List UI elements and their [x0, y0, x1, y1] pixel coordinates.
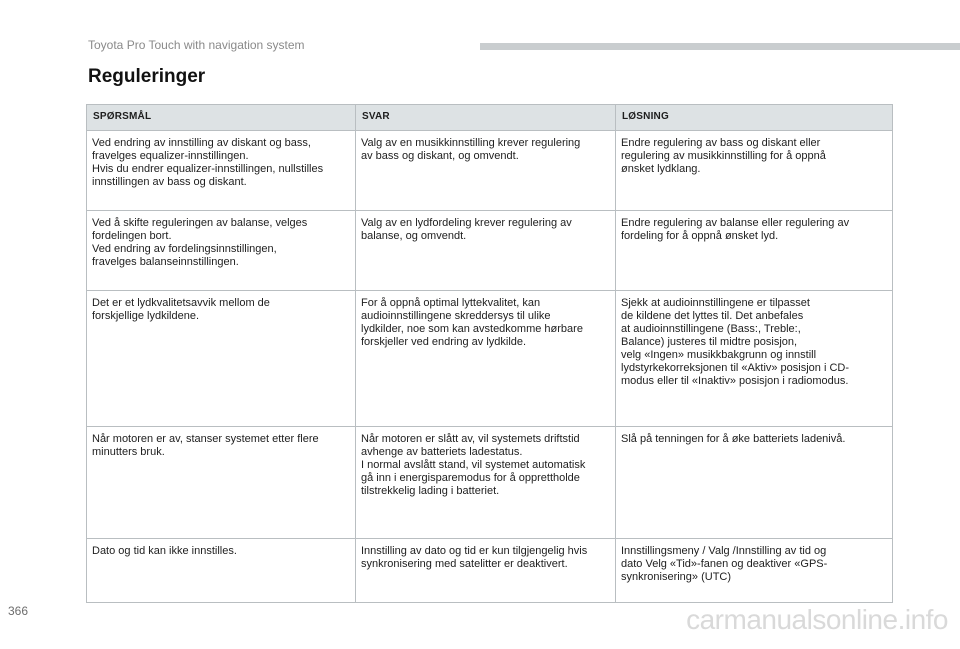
cell-line: balanse, og omvendt. [361, 230, 467, 242]
cell-line: regulering av musikkinnstilling for å oppnå [621, 150, 826, 162]
table-row [87, 131, 893, 211]
cell-line: forskjellige lydkildene. [92, 310, 199, 322]
watermark: carmanualsonline.info [686, 604, 948, 635]
answer-cell [356, 427, 616, 539]
table-row [87, 211, 893, 291]
cell-line: ønsket lydklang. [621, 163, 701, 175]
cell-line: modus eller til «Inaktiv» posisjon i radiomodus. [621, 375, 849, 387]
cell-line: Når motoren er av, stanser systemet etter flere [92, 433, 319, 445]
question-cell [87, 211, 356, 291]
cell-line: fordelingen bort. [92, 230, 172, 242]
cell-line: av bass og diskant, og omvendt. [361, 150, 519, 162]
answer-cell [356, 291, 616, 427]
cell-line: de kildene det lyttes til. Det anbefales [621, 310, 804, 322]
answer-cell [356, 539, 616, 603]
cell-line: I normal avslått stand, vil systemet automatisk [361, 459, 586, 471]
cell-line: at audioinnstillingene (Bass:, Treble:, [621, 323, 801, 335]
table-row [87, 427, 893, 539]
cell-line: Endre regulering av bass og diskant eller [621, 137, 821, 149]
cell-line: synkronisering med satelitter er deaktivert. [361, 558, 568, 570]
table-row [87, 291, 893, 427]
cell-line: fravelges equalizer-innstillingen. [92, 150, 249, 162]
cell-line: fordeling for å oppnå ønsket lyd. [621, 230, 779, 242]
cell-line: minutters bruk. [92, 446, 165, 458]
cell-line: Endre regulering av balanse eller regulering av [621, 217, 850, 229]
cell-line: innstillingen av bass og diskant. [92, 176, 247, 188]
solution-cell [616, 291, 893, 427]
page-number: 366 [8, 604, 29, 618]
column-header-answer: SVAR [356, 105, 616, 131]
cell-line: lydstyrkekorreksjonen til «Aktiv» posisjon i CD- [621, 362, 850, 374]
cell-line: audioinnstillingene skreddersys til ulike [361, 310, 551, 322]
troubleshooting-table [86, 104, 893, 603]
cell-line: Valg av en lydfordeling krever regulering av [361, 217, 572, 229]
solution-cell [616, 211, 893, 291]
column-header-question: SPØRSMÅL [87, 105, 356, 131]
solution-cell [616, 131, 893, 211]
cell-line: avhenge av batteriets ladestatus. [361, 446, 523, 458]
cell-line: gå inn i energisparemodus for å opprettholde [361, 472, 580, 484]
column-header-solution: LØSNING [616, 105, 893, 131]
cell-line: Ved endring av fordelingsinnstillingen, [92, 243, 277, 255]
cell-line: Dato og tid kan ikke innstilles. [92, 545, 237, 557]
cell-line: Valg av en musikkinnstilling krever regulering [361, 137, 581, 149]
cell-line: tilstrekkelig lading i batteriet. [361, 485, 500, 497]
cell-line: Det er et lydkvalitetsavvik mellom de [92, 297, 270, 309]
cell-line: Når motoren er slått av, vil systemets driftstid [361, 433, 580, 445]
table-row [87, 539, 893, 603]
cell-line: dato Velg «Tid»-fanen og deaktiver «GPS- [621, 558, 828, 570]
solution-cell [616, 427, 893, 539]
page-title: Reguleringer [88, 66, 206, 87]
solution-cell [616, 539, 893, 603]
question-cell [87, 539, 356, 603]
cell-line: For å oppnå optimal lyttekvalitet, kan [361, 297, 541, 309]
cell-line: fravelges balanseinnstillingen. [92, 256, 239, 268]
cell-line: Balance) justeres til midtre posisjon, [621, 336, 798, 348]
cell-line: velg «Ingen» musikkbakgrunn og innstill [621, 349, 817, 361]
answer-cell [356, 211, 616, 291]
cell-line: lydkilder, noe som kan avstedkomme hørbare [361, 323, 583, 335]
cell-line: forskjeller ved endring av lydkilde. [361, 336, 527, 348]
question-cell [87, 131, 356, 211]
question-cell [87, 427, 356, 539]
table-header-row [87, 105, 893, 131]
question-cell [87, 291, 356, 427]
cell-line: Sjekk at audioinnstillingene er tilpasset [621, 297, 810, 309]
cell-line: Hvis du endrer equalizer-innstillingen, nullstilles [92, 163, 324, 175]
header-bar [480, 43, 960, 50]
cell-line: Innstilling av dato og tid er kun tilgjengelig hvis [361, 545, 588, 557]
manual-title: Toyota Pro Touch with navigation system [88, 38, 305, 52]
cell-line: synkronisering» (UTC) [621, 571, 732, 583]
cell-line: Ved å skifte reguleringen av balanse, velges [92, 217, 308, 229]
answer-cell [356, 131, 616, 211]
cell-line: Slå på tenningen for å øke batteriets ladenivå. [621, 433, 846, 445]
cell-line: Innstillingsmeny / Valg /Innstilling av tid og [621, 545, 827, 557]
cell-line: Ved endring av innstilling av diskant og bass, [92, 137, 311, 149]
